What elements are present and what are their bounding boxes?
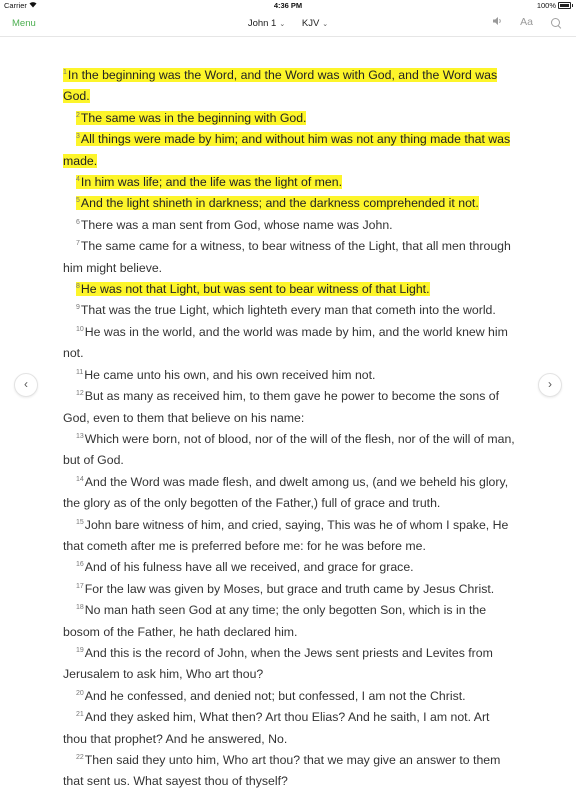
verse-text <box>63 646 493 681</box>
verse-text <box>63 432 515 467</box>
verse[interactable] <box>63 753 500 788</box>
speaker-icon[interactable] <box>492 16 503 29</box>
carrier-label: Carrier <box>4 1 27 10</box>
verse-text <box>63 518 508 553</box>
verse-number: 11 <box>76 368 84 376</box>
verse[interactable] <box>63 603 486 638</box>
verse-body: And this is the record of John, when the Jews sent priests and Levites from Jerusalem to ask him, Who art thou? <box>63 645 493 682</box>
verse-body: In him was life; and the life was the light of men. <box>80 175 343 190</box>
verse-body: Which were born, not of blood, nor of the will of the flesh, nor of the will of man, but of God. <box>63 431 515 468</box>
verse-number: 7 <box>76 240 80 248</box>
verse[interactable] <box>63 325 508 360</box>
battery-icon <box>558 2 571 9</box>
version-label: KJV <box>301 18 320 29</box>
verse[interactable] <box>76 560 414 574</box>
book-chapter-selector[interactable] <box>248 18 285 29</box>
verse-number: 12 <box>76 390 84 398</box>
highlighted-verse-text <box>76 196 479 210</box>
verse-number: 6 <box>76 218 80 226</box>
verse-body: In the beginning was the Word, and the Word was with God, and the Word was God. <box>63 68 498 104</box>
verse[interactable] <box>63 518 508 553</box>
verse[interactable] <box>76 218 393 232</box>
top-nav-bar <box>0 12 576 37</box>
chevron-right-icon: › <box>548 377 552 391</box>
chapter-text <box>63 65 515 793</box>
verse[interactable] <box>76 282 430 296</box>
verse-text <box>76 582 494 596</box>
verse[interactable] <box>63 132 510 167</box>
verse-text <box>76 689 466 703</box>
verse-number: 16 <box>76 561 84 569</box>
chevron-down-icon: ⌄ <box>322 21 329 28</box>
toolbar-actions <box>475 15 562 29</box>
verse-body: For the law was given by Moses, but grace and truth came by Jesus Christ. <box>84 581 495 596</box>
clock: 4:36 PM <box>273 1 303 10</box>
font-size-icon[interactable]: Aa <box>520 16 533 28</box>
verse-body: John bare witness of him, and cried, saying, This was he of whom I spake, He that cometh after me is preferred before me: for he was before me. <box>63 517 509 553</box>
verse-number: 5 <box>76 197 80 205</box>
highlighted-verse-text <box>76 175 342 189</box>
highlighted-verse-text <box>63 132 510 167</box>
next-chapter-button[interactable] <box>538 373 562 397</box>
verse-number: 4 <box>76 176 80 184</box>
highlighted-verse-text <box>76 111 306 125</box>
verse-text <box>63 239 511 274</box>
verse[interactable] <box>76 175 342 189</box>
verse-text <box>76 560 414 574</box>
verse-number: 19 <box>76 646 84 654</box>
verse-number: 15 <box>76 518 84 526</box>
verse-body: All things were made by him; and without him was not any thing made that was made. <box>63 132 511 168</box>
verse[interactable] <box>76 368 375 382</box>
verse-number: 10 <box>76 325 84 333</box>
verse-body: He came unto his own, and his own received him not. <box>84 367 376 382</box>
verse-text <box>76 218 393 232</box>
verse-number: 9 <box>76 304 80 312</box>
verse-body: He was not that Light, but was sent to bear witness of that Light. <box>80 282 430 297</box>
verse-text <box>63 475 508 510</box>
verse-body: And the light shineth in darkness; and the darkness comprehended it not. <box>80 196 479 211</box>
verse-number: 21 <box>76 711 84 719</box>
verse-text <box>76 303 496 317</box>
verse-number: 2 <box>76 111 80 119</box>
verse-number: 20 <box>76 689 84 697</box>
verse-number: 14 <box>76 475 84 483</box>
verse-body: There was a man sent from God, whose name was John. <box>80 217 393 232</box>
verse-body: The same came for a witness, to bear witness of the Light, that all men through him might believe. <box>63 239 511 275</box>
book-chapter-label: John 1 <box>247 18 277 29</box>
highlighted-verse-text <box>63 68 497 103</box>
verse[interactable] <box>76 196 479 210</box>
battery-percent: 100% <box>536 1 556 10</box>
menu-button[interactable]: Menu <box>12 18 36 29</box>
verse-text <box>63 710 489 745</box>
verse[interactable] <box>63 475 508 510</box>
verse-body: And they asked him, What then? Art thou Elias? And he saith, I am not. Art thou that prophet? And he answered, No. <box>63 710 490 746</box>
verse-body: Then said they unto him, Who art thou? that we may give an answer to them that sent us. What sayest thou of thyself? <box>63 753 501 789</box>
verse-body: And the Word was made flesh, and dwelt among us, (and we beheld his glory, the glory as of the only begotten of the Father,) full of grace and truth. <box>63 474 509 511</box>
verse[interactable] <box>76 303 496 317</box>
verse[interactable] <box>63 710 489 745</box>
verse-text <box>63 753 500 788</box>
verse-body: But as many as received him, to them gave he power to become the sons of God, even to them that believe on his name: <box>63 389 500 425</box>
verse[interactable] <box>63 646 493 681</box>
verse[interactable] <box>76 689 466 703</box>
verse-body: And he confessed, and denied not; but confessed, I am not the Christ. <box>84 688 466 703</box>
verse-body: That was the true Light, which lighteth every man that cometh into the world. <box>80 303 496 318</box>
verse[interactable] <box>63 432 515 467</box>
verse-text <box>63 603 486 638</box>
verse-body: No man hath seen God at any time; the only begotten Son, which is in the bosom of the Father, he hath declared him. <box>63 603 487 639</box>
verse-number: 13 <box>76 432 84 440</box>
search-icon[interactable] <box>550 15 562 29</box>
verse-number: 8 <box>76 283 80 291</box>
verse[interactable] <box>76 582 494 596</box>
verse-body: He was in the world, and the world was made by him, and the world knew him not. <box>63 324 508 361</box>
verse[interactable] <box>63 389 499 424</box>
verse-text <box>76 368 375 382</box>
verse-number: 18 <box>76 604 84 612</box>
verse[interactable] <box>63 239 511 274</box>
verse-body: And of his fulness have all we received, and grace for grace. <box>84 560 414 575</box>
verse[interactable] <box>63 68 497 103</box>
chevron-down-icon: ⌄ <box>279 21 286 28</box>
verse-text <box>63 325 508 360</box>
verse-number: 22 <box>76 754 84 761</box>
verse-number: 17 <box>76 582 84 590</box>
status-bar <box>0 0 576 12</box>
chevron-left-icon: ‹ <box>24 377 28 391</box>
verse[interactable] <box>76 111 306 125</box>
verse-number: 1 <box>63 69 67 76</box>
highlighted-verse-text <box>76 282 430 296</box>
verse-text <box>63 389 499 424</box>
previous-chapter-button[interactable] <box>14 373 38 397</box>
version-selector[interactable] <box>302 18 328 29</box>
verse-number: 3 <box>76 133 80 141</box>
verse-body: The same was in the beginning with God. <box>80 110 307 125</box>
